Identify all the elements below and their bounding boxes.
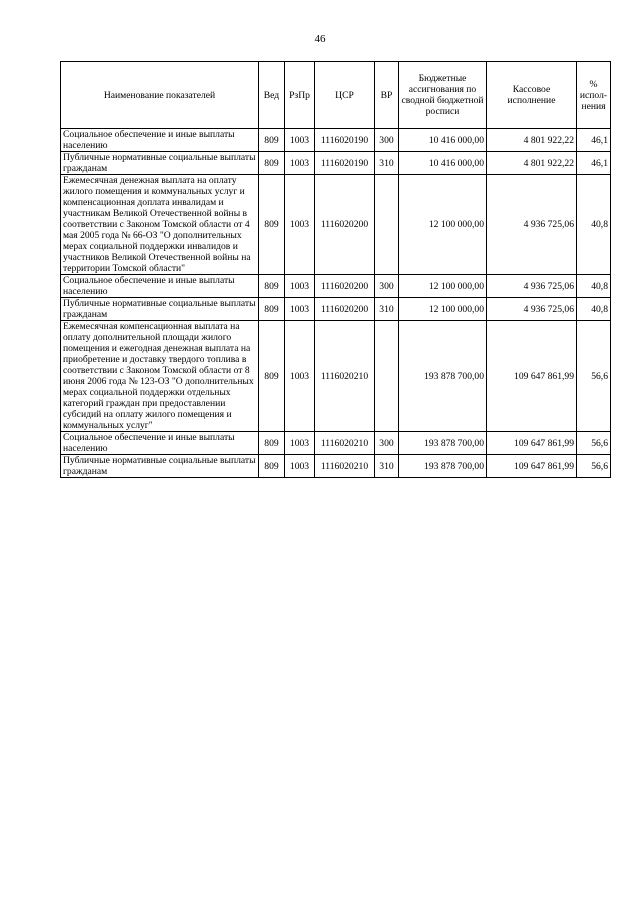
budget-execution-table bbox=[60, 61, 611, 478]
row-rzpr: 1003 bbox=[285, 175, 315, 275]
row-csr: 1116020210 bbox=[315, 321, 375, 432]
table-row bbox=[61, 321, 611, 432]
row-ved: 809 bbox=[259, 275, 285, 298]
row-percent: 56,6 bbox=[577, 321, 611, 432]
row-vr: 310 bbox=[375, 152, 399, 175]
row-csr: 1116020190 bbox=[315, 152, 375, 175]
row-csr: 1116020200 bbox=[315, 175, 375, 275]
row-name: Ежемесячная денежная выплата на оплату жилого помещения и коммунальных услуг и компенсационная доплата инвалидам и участникам Великой Отечественной войны в соответствии с Законом Томской области от 4 мая 2005 года № 66-ОЗ "О дополнительных мерах социальной поддержки инвалидов и участников Великой Отечественной войны на территории Томской области" bbox=[61, 175, 259, 275]
header-percent: % испол-нения bbox=[577, 62, 611, 129]
row-percent: 40,8 bbox=[577, 175, 611, 275]
table-row bbox=[61, 152, 611, 175]
page-number: 46 bbox=[314, 33, 326, 45]
row-csr: 1116020190 bbox=[315, 129, 375, 152]
table-row bbox=[61, 432, 611, 455]
row-percent: 56,6 bbox=[577, 455, 611, 478]
row-csr: 1116020200 bbox=[315, 298, 375, 321]
row-percent: 40,8 bbox=[577, 298, 611, 321]
table-row bbox=[61, 129, 611, 152]
row-cash: 4 936 725,06 bbox=[487, 298, 577, 321]
table-header-row bbox=[61, 62, 611, 129]
row-percent: 40,8 bbox=[577, 275, 611, 298]
row-budget: 10 416 000,00 bbox=[399, 129, 487, 152]
row-cash: 109 647 861,99 bbox=[487, 321, 577, 432]
row-vr: 300 bbox=[375, 129, 399, 152]
row-budget: 12 100 000,00 bbox=[399, 175, 487, 275]
row-name: Публичные нормативные социальные выплаты гражданам bbox=[61, 152, 259, 175]
row-percent: 56,6 bbox=[577, 432, 611, 455]
row-vr bbox=[375, 175, 399, 275]
row-cash: 109 647 861,99 bbox=[487, 455, 577, 478]
row-ved: 809 bbox=[259, 321, 285, 432]
row-budget: 193 878 700,00 bbox=[399, 432, 487, 455]
row-rzpr: 1003 bbox=[285, 275, 315, 298]
row-percent: 46,1 bbox=[577, 152, 611, 175]
header-vr: ВР bbox=[375, 62, 399, 129]
row-rzpr: 1003 bbox=[285, 455, 315, 478]
row-percent: 46,1 bbox=[577, 129, 611, 152]
row-ved: 809 bbox=[259, 129, 285, 152]
row-cash: 109 647 861,99 bbox=[487, 432, 577, 455]
row-ved: 809 bbox=[259, 175, 285, 275]
row-budget: 12 100 000,00 bbox=[399, 275, 487, 298]
row-rzpr: 1003 bbox=[285, 321, 315, 432]
row-csr: 1116020210 bbox=[315, 432, 375, 455]
row-rzpr: 1003 bbox=[285, 152, 315, 175]
row-name: Социальное обеспечение и иные выплаты населению bbox=[61, 432, 259, 455]
row-cash: 4 801 922,22 bbox=[487, 152, 577, 175]
row-cash: 4 936 725,06 bbox=[487, 175, 577, 275]
row-vr: 300 bbox=[375, 275, 399, 298]
row-name: Социальное обеспечение и иные выплаты населению bbox=[61, 275, 259, 298]
table-row bbox=[61, 298, 611, 321]
row-csr: 1116020200 bbox=[315, 275, 375, 298]
row-budget: 12 100 000,00 bbox=[399, 298, 487, 321]
row-vr: 310 bbox=[375, 455, 399, 478]
table-row bbox=[61, 175, 611, 275]
header-rzpr: РзПр bbox=[285, 62, 315, 129]
row-vr: 310 bbox=[375, 298, 399, 321]
header-name: Наименование показателей bbox=[61, 62, 259, 129]
row-ved: 809 bbox=[259, 455, 285, 478]
row-budget: 10 416 000,00 bbox=[399, 152, 487, 175]
row-csr: 1116020210 bbox=[315, 455, 375, 478]
row-rzpr: 1003 bbox=[285, 298, 315, 321]
header-csr: ЦСР bbox=[315, 62, 375, 129]
row-ved: 809 bbox=[259, 298, 285, 321]
row-budget: 193 878 700,00 bbox=[399, 321, 487, 432]
header-ved: Вед bbox=[259, 62, 285, 129]
row-budget: 193 878 700,00 bbox=[399, 455, 487, 478]
header-budget: Бюджетные ассигнования по сводной бюджетной росписи bbox=[399, 62, 487, 129]
row-cash: 4 801 922,22 bbox=[487, 129, 577, 152]
table-row bbox=[61, 275, 611, 298]
row-cash: 4 936 725,06 bbox=[487, 275, 577, 298]
row-name: Публичные нормативные социальные выплаты гражданам bbox=[61, 455, 259, 478]
row-vr: 300 bbox=[375, 432, 399, 455]
row-rzpr: 1003 bbox=[285, 129, 315, 152]
row-ved: 809 bbox=[259, 152, 285, 175]
row-name: Публичные нормативные социальные выплаты гражданам bbox=[61, 298, 259, 321]
row-rzpr: 1003 bbox=[285, 432, 315, 455]
row-name: Ежемесячная компенсационная выплата на оплату дополнительной площади жилого помещения и ежегодная денежная выплата на приобретение и доставку твердого топлива в соответствии с Законом Томской области от 8 июня 2006 года № 123-ОЗ "О дополнительных мерах социальной поддержки отдельных категорий граждан при предоставлении субсидий на оплату жилого помещения и коммунальных услуг" bbox=[61, 321, 259, 432]
header-cash: Кассовое исполнение bbox=[487, 62, 577, 129]
row-vr bbox=[375, 321, 399, 432]
table-row bbox=[61, 455, 611, 478]
row-ved: 809 bbox=[259, 432, 285, 455]
row-name: Социальное обеспечение и иные выплаты населению bbox=[61, 129, 259, 152]
